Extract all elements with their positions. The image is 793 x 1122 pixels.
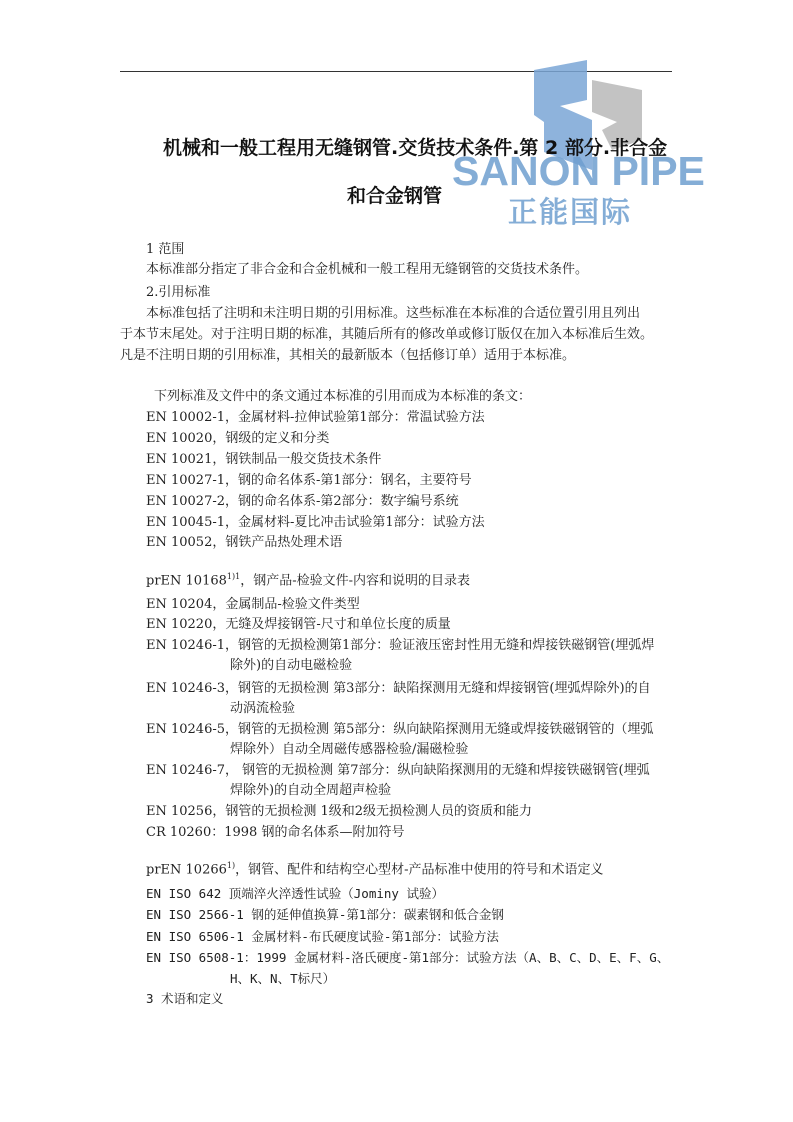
section-heading: 1 范围 bbox=[146, 242, 185, 257]
section-heading: 2.引用标准 bbox=[146, 285, 211, 300]
doc-title-line1: 机械和一般工程用无缝钢管.交货技术条件.第 2 部分.非合金 bbox=[163, 137, 668, 159]
paragraph: 凡是不注明日期的引用标准，其相关的最新版本（包括修订单）适用于本标准。 bbox=[120, 348, 576, 363]
reference-item: EN 10204，金属制品-检验文件类型 bbox=[146, 597, 360, 612]
reference-code: prEN 10168 bbox=[146, 573, 227, 589]
doc-title-line2: 和合金钢管 bbox=[347, 185, 443, 207]
reference-item-continued: 焊除外)的自动全周超声检验 bbox=[230, 783, 392, 798]
section-heading: 3 术语和定义 bbox=[146, 991, 224, 1006]
reference-item: EN 10256，钢管的无损检测 1级和2级无损检测人员的资质和能力 bbox=[146, 804, 533, 819]
reference-item: EN 10002-1，金属材料-拉伸试验第1部分：常温试验方法 bbox=[146, 410, 485, 425]
reference-item: EN ISO 2566-1 钢的延伸值换算-第1部分：碳素钢和低合金钢 bbox=[146, 907, 504, 922]
watermark-brand: SANON PIPE bbox=[452, 148, 705, 194]
reference-item bbox=[146, 857, 604, 879]
reference-title: ，钢产品-检验文件-内容和说明的目录表 bbox=[240, 573, 470, 589]
reference-item-continued: 焊除外）自动全周磁传感器检验/漏磁检验 bbox=[230, 742, 469, 757]
footnote-mark: 1) bbox=[226, 861, 236, 870]
reference-item: EN ISO 642 顶端淬火淬透性试验（Jominy 试验） bbox=[146, 886, 444, 901]
reference-item: EN ISO 6506-1 金属材料-布氏硬度试验-第1部分：试验方法 bbox=[146, 929, 499, 944]
paragraph: 本标准部分指定了非合金和合金机械和一般工程用无缝钢管的交货技术条件。 bbox=[146, 262, 589, 277]
reference-item: EN 10246-3，钢管的无损检测 第3部分：缺陷探测用无缝和焊接钢管(埋弧焊除外)的自 bbox=[146, 681, 651, 696]
reference-item: EN 10246-1，钢管的无损检测第1部分：验证液压密封性用无缝和焊接铁磁钢管(埋弧焊 bbox=[146, 638, 655, 653]
watermark-brand-cn: 正能国际 bbox=[508, 195, 633, 229]
reference-item: EN 10020，钢级的定义和分类 bbox=[146, 431, 330, 446]
reference-item-continued: H、K、N、T标尺） bbox=[230, 971, 336, 986]
reference-item-continued: 除外)的自动电磁检验 bbox=[230, 658, 353, 673]
reference-item: EN 10021，钢铁制品一般交货技术条件 bbox=[146, 452, 382, 467]
paragraph: 本标准包括了注明和未注明日期的引用标准。这些标准在本标准的合适位置引用且列出 bbox=[146, 306, 641, 321]
reference-item: EN 10246-7， 钢管的无损检测 第7部分：纵向缺陷探测用的无缝和焊接铁磁钢管(埋弧 bbox=[146, 763, 650, 778]
reference-item: CR 10260：1998 钢的命名体系—附加符号 bbox=[146, 825, 405, 840]
reference-item: EN 10045-1，金属材料-夏比冲击试验第1部分：试验方法 bbox=[146, 515, 485, 530]
reference-code: prEN 10266 bbox=[146, 862, 227, 878]
paragraph: 于本节末尾处。对于注明日期的标准，其随后所有的修改单或修订版仅在加入本标准后生效。 bbox=[120, 327, 654, 342]
reference-item: EN 10052，钢铁产品热处理术语 bbox=[146, 535, 343, 550]
reference-item: EN ISO 6508-1：1999 金属材料-洛氏硬度-第1部分：试验方法（A、B、C、D、E、F、G、 bbox=[146, 950, 670, 965]
reference-title: ，钢管、配件和结构空心型材-产品标准中使用的符号和术语定义 bbox=[235, 862, 604, 878]
paragraph: 下列标准及文件中的条文通过本标准的引用而成为本标准的条文： bbox=[154, 389, 532, 404]
reference-item: EN 10027-1，钢的命名体系-第1部分：钢名，主要符号 bbox=[146, 473, 472, 488]
reference-item-continued: 动涡流检验 bbox=[230, 701, 296, 716]
reference-item bbox=[146, 568, 470, 590]
footnote-mark: 1)1 bbox=[226, 572, 241, 581]
reference-item: EN 10220，无缝及焊接钢管-尺寸和单位长度的质量 bbox=[146, 617, 451, 632]
reference-item: EN 10027-2，钢的命名体系-第2部分：数字编号系统 bbox=[146, 494, 459, 509]
reference-item: EN 10246-5，钢管的无损检测 第5部分：纵向缺陷探测用无缝或焊接铁磁钢管的（埋弧 bbox=[146, 722, 654, 737]
